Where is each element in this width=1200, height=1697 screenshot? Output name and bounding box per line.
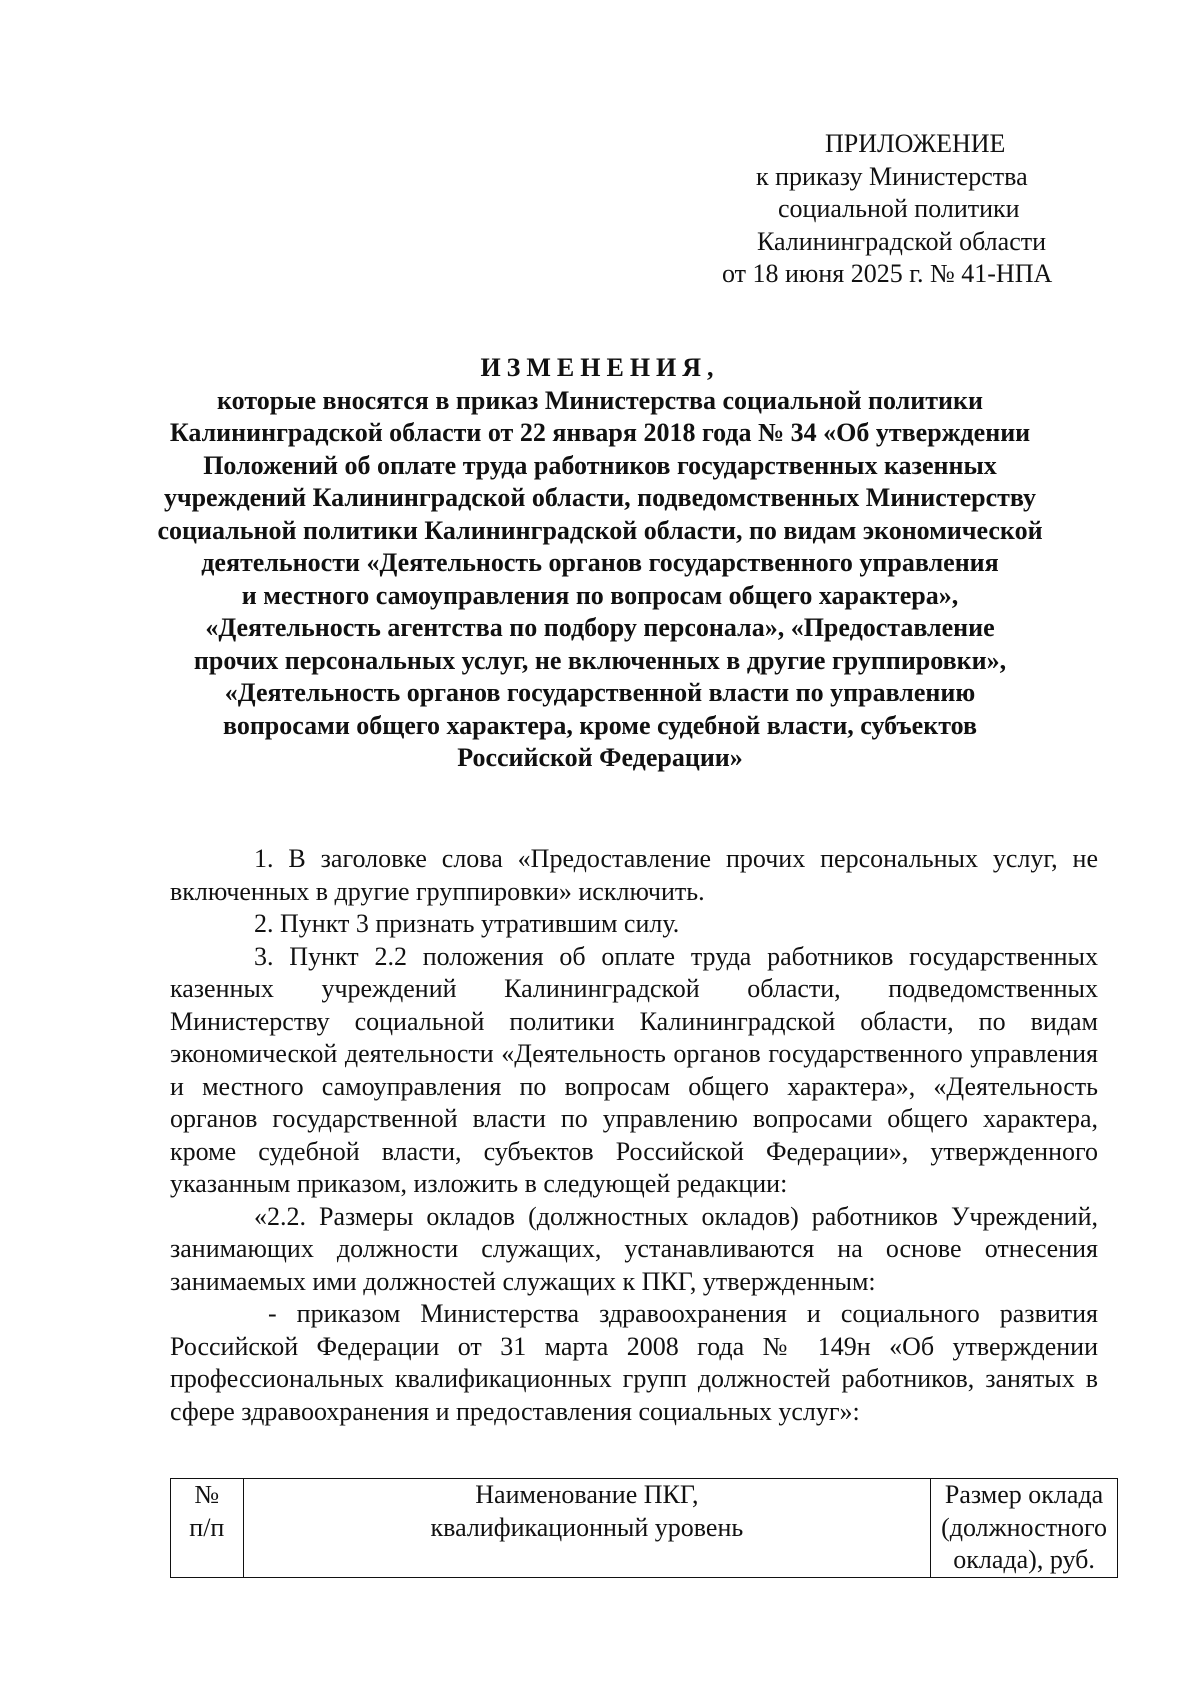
- appendix-order-ref: к приказу Министерства: [756, 161, 1028, 191]
- col-number-header: № п/п: [171, 1479, 244, 1578]
- col-salary-header: Размер оклада (должностного оклада), руб.: [931, 1479, 1118, 1578]
- title-line: учреждений Калининградской области, подведомственных Министерству: [163, 483, 1037, 512]
- title-line: деятельности «Деятельность органов государственного управления: [201, 548, 999, 577]
- appendix-region-line: Калининградской области: [757, 226, 1047, 256]
- appendix-label: ПРИЛОЖЕНИЕ: [825, 129, 1006, 158]
- salary-table: [170, 1478, 1118, 1578]
- paragraph-2: 2. Пункт 3 признать утратившим силу.: [254, 909, 680, 938]
- appendix-header: [700, 128, 1200, 291]
- title-line: и местного самоуправления по вопросам общего характера»,: [241, 580, 959, 610]
- paragraph-5: - приказом Министерства здравоохранения и социального развития Российской Федерации от 31 марта 2008 года № 149н «Об утверждении профессиональных квалификационных групп должностей работников, занятых в сфере здравоохранения и предоставления социальных услуг»:: [170, 1299, 1098, 1426]
- title-line: «Деятельность агентства по подбору персонала», «Предоставление: [205, 613, 995, 642]
- appendix-ministry-line: социальной политики: [778, 194, 1020, 223]
- col-name-header: Наименование ПКГ, квалификационный уровень: [243, 1479, 930, 1578]
- paragraph-3: 3. Пункт 2.2 положения об оплате труда работников государственных казенных учреждений Калининградской области, подведомственных Министерству социальной политики Калининградской области, по видам экономической деятельности «Деятельность органов государственного управления и местного самоуправления по вопросам общего характера», «Деятельность органов государственной власти по управлению вопросами общего характера, кроме судебной власти, субъектов Российской Федерации», утвержденного указанным приказом, изложить в следующей редакции:: [170, 941, 1098, 1198]
- paragraph-1: 1. В заголовке слова «Предоставление прочих персональных услуг, не включенных в другие группировки» исключить.: [170, 844, 1098, 906]
- title-line: прочих персональных услуг, не включенных в другие группировки»,: [193, 645, 1007, 675]
- title-line: Калининградской области от 22 января 2018 года № 34 «Об утверждении: [169, 418, 1031, 447]
- title-line: Российской Федерации»: [457, 743, 743, 772]
- title-line: Положений об оплате труда работников государственных казенных: [203, 450, 997, 480]
- table-header-row: [171, 1479, 1118, 1578]
- title-heading: ИЗМЕНЕНИЯ,: [480, 353, 720, 382]
- document-title: [150, 352, 1050, 775]
- appendix-date-number: от 18 июня 2025 г. № 41-НПА: [722, 259, 1053, 288]
- document-body: [170, 843, 1098, 1428]
- title-line: «Деятельность органов государственной власти по управлению: [224, 678, 976, 707]
- title-line: вопросами общего характера, кроме судебной власти, субъектов: [222, 710, 978, 740]
- title-line: которые вносятся в приказ Министерства социальной политики: [217, 385, 983, 415]
- title-line: социальной политики Калининградской области, по видам экономической: [157, 515, 1043, 545]
- paragraph-4: «2.2. Размеры окладов (должностных окладов) работников Учреждений, занимающих должности служащих, устанавливаются на основе отнесения занимаемых ими должностей служащих к ПКГ, утвержденным:: [170, 1201, 1098, 1296]
